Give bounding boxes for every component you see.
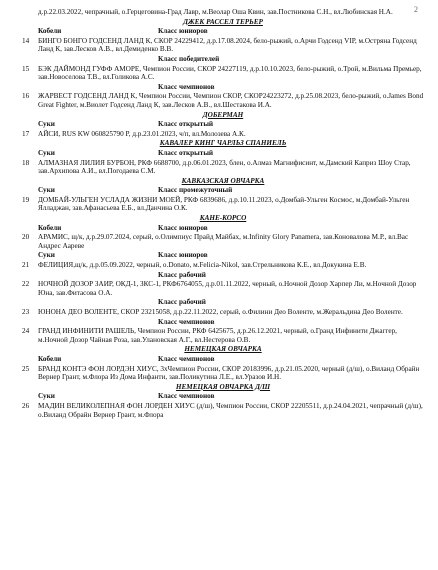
class-label: Класс победителей — [158, 54, 220, 63]
sex-label: Суки — [38, 251, 55, 260]
entry-number: 26 — [22, 401, 30, 410]
catalog-entry — [22, 402, 424, 419]
entry-number: 18 — [22, 158, 30, 167]
sex-label: Кобели — [38, 223, 62, 232]
sex-label: Суки — [38, 186, 55, 195]
class-header-row — [22, 271, 424, 280]
class-header-row — [22, 318, 424, 327]
entry-number: 15 — [22, 64, 30, 73]
class-label: Класс рабочий — [158, 270, 206, 279]
class-header-row — [22, 27, 424, 36]
catalog-entry — [22, 65, 424, 82]
entry-text: НОЧНОЙ ДОЗОР ЗАИР, ОКД-1, ЗКС-1, РКФ6764055, д.р.01.11.2022, черный, о.Ночной Дозор Харпер Ли, м.Ночной Дозор Юна, зав.Фитасова О.А. — [38, 280, 417, 297]
breed-heading: НЕМЕЦКАЯ ОВЧАРКА Д/Ш — [175, 382, 271, 391]
class-label: Класс открытый — [158, 148, 214, 157]
entry-number: 23 — [22, 308, 30, 316]
sex-label — [22, 83, 158, 92]
entry-text: ФЕЛИЦИЯ,щ/к, д.р.05.09.2022, черный, о.Donato, м.Felicia-Nikol, зав.Стрельникова К.Е., вл.Докукина Е.В. — [38, 261, 367, 270]
catalog-entry — [22, 37, 424, 54]
entry-number: 17 — [22, 129, 30, 138]
sex-label: Суки — [38, 148, 55, 157]
breed-heading: НЕМЕЦКАЯ ОВЧАРКА — [184, 345, 262, 354]
sex-label — [22, 318, 158, 327]
sex-label — [22, 271, 158, 280]
class-label: Класс открытый — [158, 120, 214, 129]
catalog-entry — [22, 92, 424, 109]
entry-text: БРАНД КОНТЭ ФОН ЛОРДЭН ХИУС, 3хЧемпион России, СКОР 20183996, д.р.21.05.2020, черный (д/ш), о.Виланд Обрайн Вернер Грант, м.Флора Из Дома Инфанти, зав.Поликутина Л.Е., вл.Уразов И.Н. — [38, 364, 420, 382]
catalog-entry — [22, 196, 424, 213]
class-header-row — [22, 149, 424, 158]
entry-number: 16 — [22, 92, 30, 101]
catalog-entry — [22, 130, 424, 139]
catalog-entry — [22, 280, 424, 297]
class-header-row — [22, 224, 424, 233]
catalog-content — [22, 18, 424, 420]
catalog-entry — [22, 365, 424, 382]
catalog-entry — [22, 327, 424, 344]
continued-entry-text: д.р.22.03.2022, чепрачный, о.Герцеговина-Град Лавр, м.Веолар Оша Квин, зав.Постникова С.Н., вл.Любинская Н.А. — [38, 8, 393, 16]
class-label: Класс промежуточный — [158, 186, 233, 195]
class-header-row — [22, 355, 424, 364]
entry-number: 20 — [22, 233, 30, 242]
breed-heading: КАНЕ-КОРСО — [199, 214, 247, 223]
class-header-row — [22, 120, 424, 129]
breed-heading: КАВАЛЕР КИНГ ЧАРЛЬЗ СПАНИЕЛЬ — [159, 139, 287, 148]
entry-number: 14 — [22, 36, 30, 45]
entry-number: 22 — [22, 280, 30, 289]
entry-number: 25 — [22, 364, 30, 373]
entry-text: БИНГО БОНГО ГОДСЕНД ЛАНД К, СКОР 24229412, д.р.17.08.2024, бело-рыжий, о.Арчи Годсенд VIP, м.Остряна Годсенд Ланд К, зав.Лесков А.В., вл.Демиденко В.В. — [38, 36, 417, 54]
sex-label — [22, 55, 158, 64]
entry-text: ЖАРВЕСТ ГОДСЕНД ЛАНД К, Чемпион России, Чемпион СКОР, СКОР24223272, д.р.25.08.2023, бело-рыжий, о.James Bond Great Fighter, м.Виолет Годсенд Ланд К, зав.Лесков А.В., вл.Шестакова И.А. — [38, 92, 424, 109]
catalog-entry — [22, 233, 424, 250]
sex-label: Суки — [38, 120, 55, 129]
class-header-row — [22, 298, 424, 307]
class-label: Класс чемпионов — [158, 354, 215, 363]
entry-text: ГРАНД ИНФИНИТИ РАШЕЛЬ, Чемпион России, РКФ 6425675, д.р.26.12.2021, черный, о.Гранд Инфинити Джаггер, м.Ночной Дозор Чайная Роза, зав.Улановская А.Г., вл.Нестерова О.В. — [38, 327, 397, 344]
entry-text: АРАМИС, щ/к, д.р.29.07.2024, серый, о.Олимпиус Прайд Майбах, м.Infinity Glory Panamera, зав.Коновалова М.Р., вл.Вас Андрес Аареве — [38, 233, 409, 250]
class-label: Класс юниоров — [158, 27, 208, 36]
class-label: Класс юниоров — [158, 223, 208, 232]
sex-label: Суки — [38, 392, 55, 401]
page-number: 2 — [414, 5, 418, 14]
class-header-row — [22, 55, 424, 64]
catalog-entry — [22, 159, 424, 176]
breed-heading: ДОБЕРМАН — [202, 110, 244, 119]
class-header-row — [22, 186, 424, 195]
entry-text: АЙСИ, RUS KW 060825790 P, д.р.23.01.2023, ч/п, вл.Молозева А.К. — [38, 129, 246, 138]
entry-number: 21 — [22, 261, 30, 270]
class-header-row — [22, 251, 424, 260]
sex-label — [22, 298, 158, 307]
sex-label: Кобели — [38, 27, 62, 36]
breed-heading: ДЖЕК РАССЕЛ ТЕРЬЕР — [183, 17, 263, 26]
entry-text: ДОМБАЙ-УЛЬГЕН УСЛАДА ЖИЗНИ МОЕЙ, РКФ 6839686, д.р.10.11.2023, о.Домбай-Ульген Космос, м.Домбай-Ульген Ялладжан, зав.Афанасьева Е.Б., вл.Данчина О.К. — [38, 195, 410, 213]
class-label: Класс юниоров — [158, 251, 208, 260]
class-header-row — [22, 392, 424, 401]
entry-text: МАДИН ВЕЛИКОЛЕПНАЯ ФОН ЛОРДЕН ХИУС (д/ш), Чемпион России, СКОР 22205511, д.р.24.04.2021, чепрачный (д/ш), о.Виланд Обрайн Вернер Грант, м.Флора — [38, 401, 423, 419]
catalog-entry — [22, 308, 424, 317]
entry-text: АЛМАЗНАЯ ЛИЛИЯ БУРБОН, РКФ 6688700, д.р.06.01.2023, блен, о.Алмаз Магнифисинт, м.Дамский Каприз Шоу Стар, зав.Архипова А.И., вл.Погодаева С.М. — [38, 158, 411, 176]
entry-text: БЭК ДАЙМОНД ГУФФ АМОРЕ, Чемпион России, СКОР 24227119, д.р.10.10.2023, бело-рыжий, о.Трой, м.Вильма Премьер, зав.Новоселова Т.В., вл.Голикова А.С. — [38, 64, 422, 82]
entry-number: 24 — [22, 327, 30, 336]
class-header-row — [22, 83, 424, 92]
sex-label: Кобели — [38, 354, 62, 363]
entry-number: 19 — [22, 195, 30, 204]
class-label: Класс рабочий — [158, 298, 206, 307]
class-label: Класс чемпионов — [158, 82, 215, 91]
entry-text: ЮНОНА ДЕО ВОЛЕНТЕ, СКОР 23215058, д.р.22.11.2022, серый, о.Филини Део Воленте, м.Жеральдина Део Воленте. — [38, 308, 403, 316]
catalog-entry — [22, 261, 424, 270]
class-label: Класс чемпионов — [158, 317, 215, 326]
breed-heading: КАВКАЗСКАЯ ОВЧАРКА — [181, 176, 265, 185]
class-label: Класс чемпионов — [158, 392, 215, 401]
